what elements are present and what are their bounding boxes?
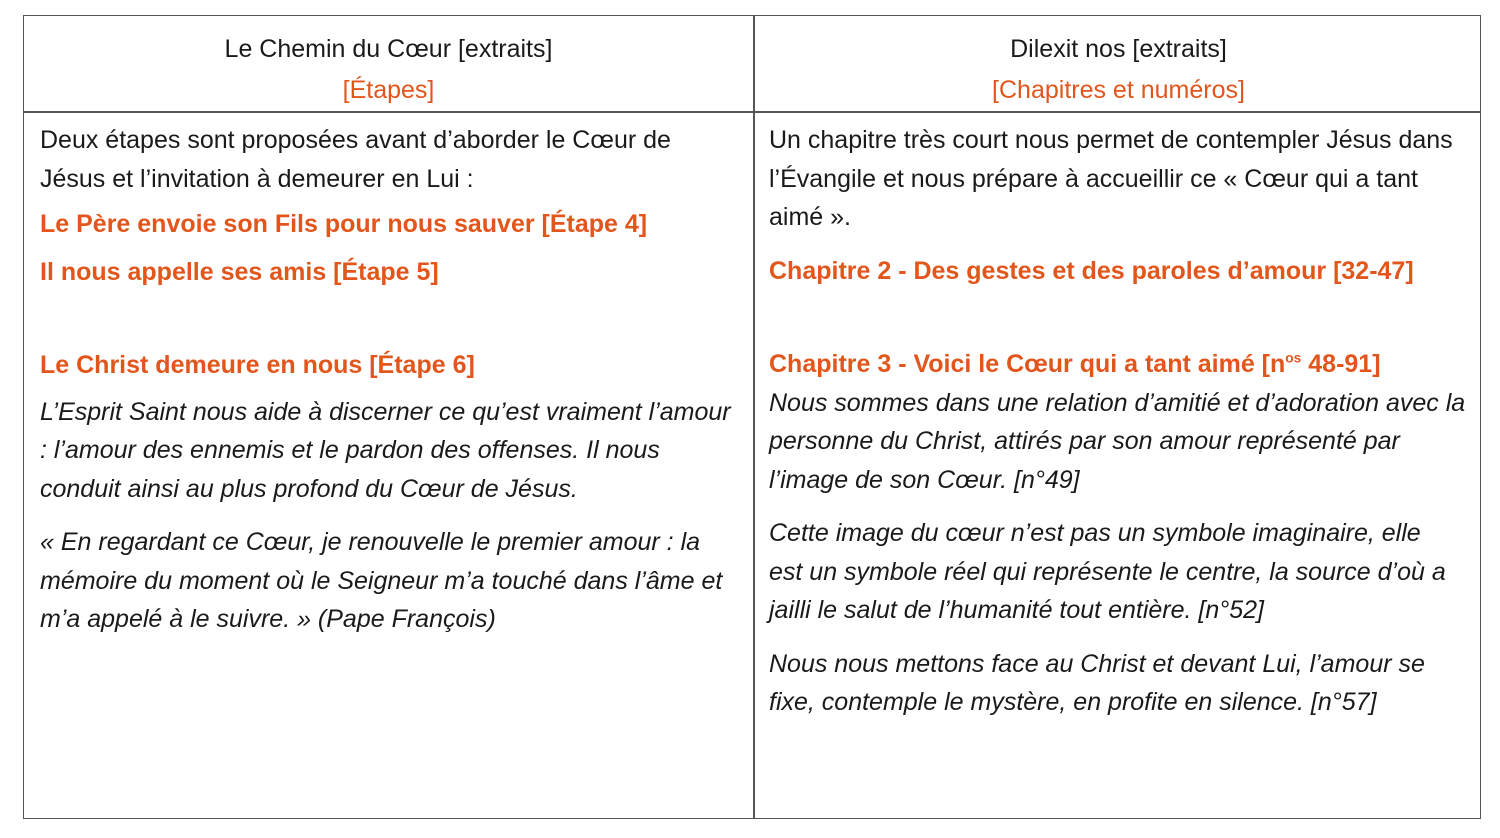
- chapter-2-heading: Chapitre 2 - Des gestes et des paroles d’amour [32-47]: [769, 256, 1414, 285]
- pope-quote: « En regardant ce Cœur, je renouvelle le premier amour : la mémoire du moment où le Seigneur m’a touché dans l’âme et m’a appelé à le suivre. » (Pape François): [40, 528, 723, 633]
- chapter-3-sup: os: [1285, 350, 1302, 366]
- right-paragraph-2: Cette image du cœur n’est pas un symbole imaginaire, elle est un symbole réel qui représente le centre, la source d’où a jailli le salut de l’humanité tout entière. [n°52]: [769, 519, 1446, 624]
- header-divider: [24, 111, 1480, 113]
- right-header-title: Dilexit nos [extraits]: [1010, 35, 1227, 63]
- comparison-table: [23, 15, 1481, 819]
- left-column: [40, 121, 740, 639]
- right-paragraph-3: Nous nous mettons face au Christ et devant Lui, l’amour se fixe, contemple le mystère, en profite en silence. [n°57]: [769, 649, 1425, 716]
- chapter-3-heading: [769, 345, 1469, 384]
- step-5-heading: Il nous appelle ses amis [Étape 5]: [40, 257, 439, 286]
- chapter-3-range: 48-91]: [1301, 350, 1381, 378]
- left-header-subtitle: [Étapes]: [342, 76, 435, 104]
- right-header: [755, 29, 1482, 111]
- column-divider: [753, 16, 755, 818]
- right-column: [769, 121, 1469, 722]
- step-4-heading: Le Père envoie son Fils pour nous sauver [Étape 4]: [40, 210, 648, 238]
- left-intro: Deux étapes sont proposées avant d’aborder le Cœur de Jésus et l’invitation à demeurer en Lui :: [40, 126, 671, 193]
- right-intro: Un chapitre très court nous permet de contempler Jésus dans l’Évangile et nous prépare à accueillir ce « Cœur qui a tant aimé ».: [769, 126, 1453, 231]
- right-paragraph-1: Nous sommes dans une relation d’amitié et d’adoration avec la personne du Christ, attirés par son amour représenté par l’image de son Cœur. [n°49]: [769, 388, 1466, 494]
- left-header-title: Le Chemin du Cœur [extraits]: [224, 35, 553, 63]
- chapter-3-text: Chapitre 3 - Voici le Cœur qui a tant aimé [n: [769, 350, 1286, 378]
- step-6-heading: Le Christ demeure en nous [Étape 6]: [40, 351, 475, 379]
- left-header: [24, 29, 753, 111]
- right-header-subtitle: [Chapitres et numéros]: [992, 76, 1245, 104]
- left-paragraph: L’Esprit Saint nous aide à discerner ce qu’est vraiment l’amour : l’amour des ennemis et le pardon des offenses. Il nous conduit ainsi au plus profond du Cœur de Jésus.: [40, 397, 731, 503]
